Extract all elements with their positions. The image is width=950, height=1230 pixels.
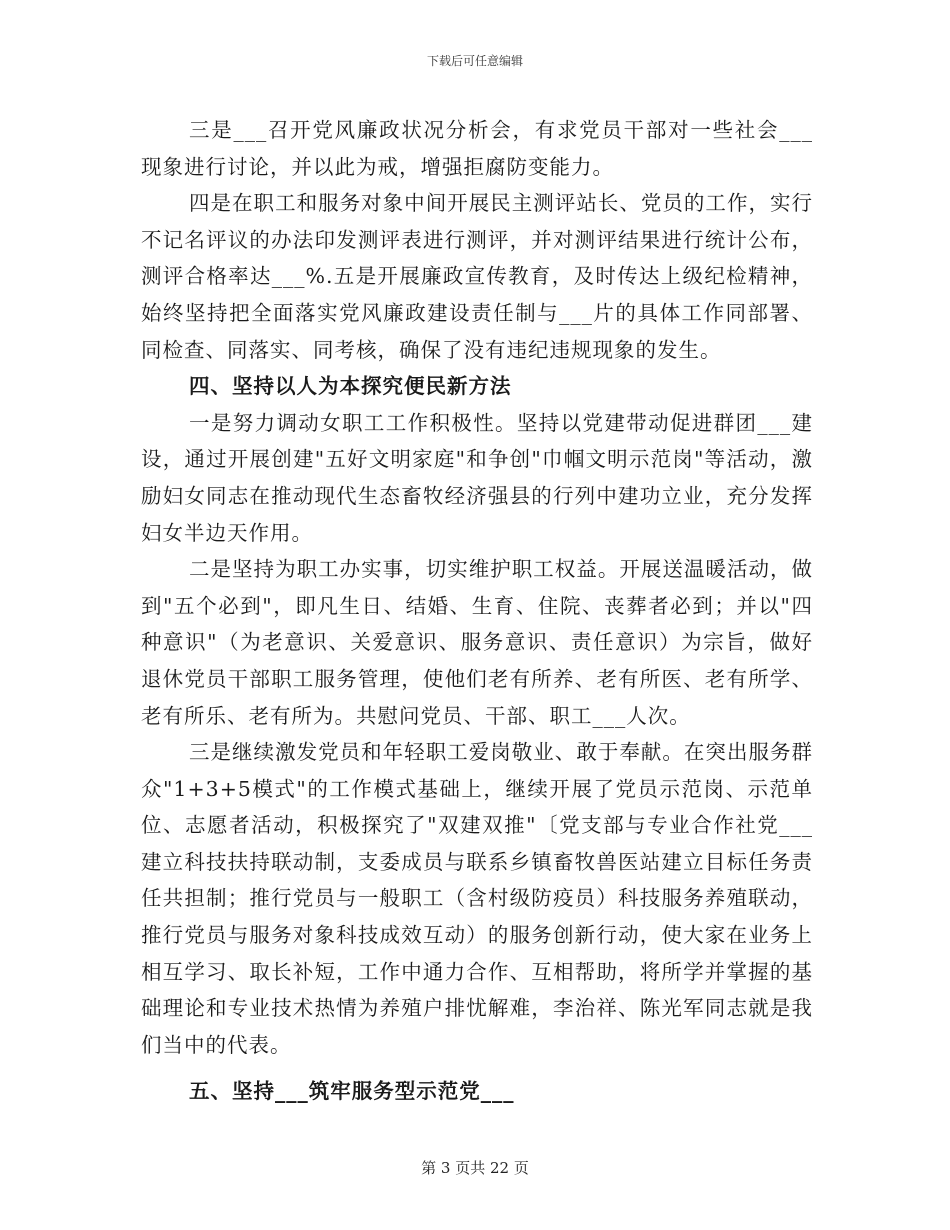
paragraph-5: 三是继续激发党员和年轻职工爱岗敬业、敢于奉献。在突出服务群众"1+3+5模式"的工作模式基础上，继续开展了党员示范岗、示范单位、志愿者活动，积极探究了"双建双推"〔党支部与专业合作社党___建立科技扶持联动制，支委成员与联系乡镇畜牧兽医站建立目标任务责任共担制；推行党员与一般职工（含村级防疫员）科技服务养殖联动，推行党员与服务对象科技成效互动）的服务创新行动，使大家在业务上相互学习、取长补短，工作中通力合作、互相帮助，将所学并掌握的基础理论和专业技术热情为养殖户排忧解难，李治祥、陈光军同志就是我们当中的代表。	[141, 740, 813, 1057]
document-body	[141, 112, 813, 1110]
section-heading-4: 四、坚持以人为本探究便民新方法	[189, 374, 512, 399]
paragraph-4: 二是坚持为职工办实事，切实维护职工权益。开展送温暖活动，做到"五个必到"，即凡生日、结婚、生育、住院、丧葬者必到；并以"四种意识"（为老意识、关爱意识、服务意识、责任意识）为宗旨，做好退休党员干部职工服务管理，使他们老有所养、老有所医、老有所学、老有所乐、老有所为。共慰问党员、干部、职工___人次。	[141, 557, 813, 728]
paragraph-2: 四是在职工和服务对象中间开展民主测评站长、党员的工作，实行不记名评议的办法印发测评表进行测评，并对测评结果进行统计公布，测评合格率达___%.五是开展廉政宣传教育，及时传达上级纪检精神，始终坚持把全面落实党风廉政建设责任制与___片的具体工作同部署、同检查、同落实、同考核，确保了没有违纪违规现象的发生。	[141, 191, 813, 362]
paragraph-3: 一是努力调动女职工工作积极性。坚持以党建带动促进群团___建设，通过开展创建"五好文明家庭"和争创"巾帼文明示范岗"等活动，激励妇女同志在推动现代生态畜牧经济强县的行列中建功立业，充分发挥妇女半边天作用。	[141, 410, 813, 545]
page-footer: 第 3 页共 22 页	[421, 1159, 529, 1177]
section-heading-5: 五、坚持___筑牢服务型示范党___	[189, 1079, 515, 1104]
paragraph-1: 三是___召开党风廉政状况分析会，有求党员干部对一些社会___现象进行讨论，并以此为戒，增强拒腐防变能力。	[141, 118, 813, 179]
page-header: 下载后可任意编辑	[426, 54, 523, 68]
